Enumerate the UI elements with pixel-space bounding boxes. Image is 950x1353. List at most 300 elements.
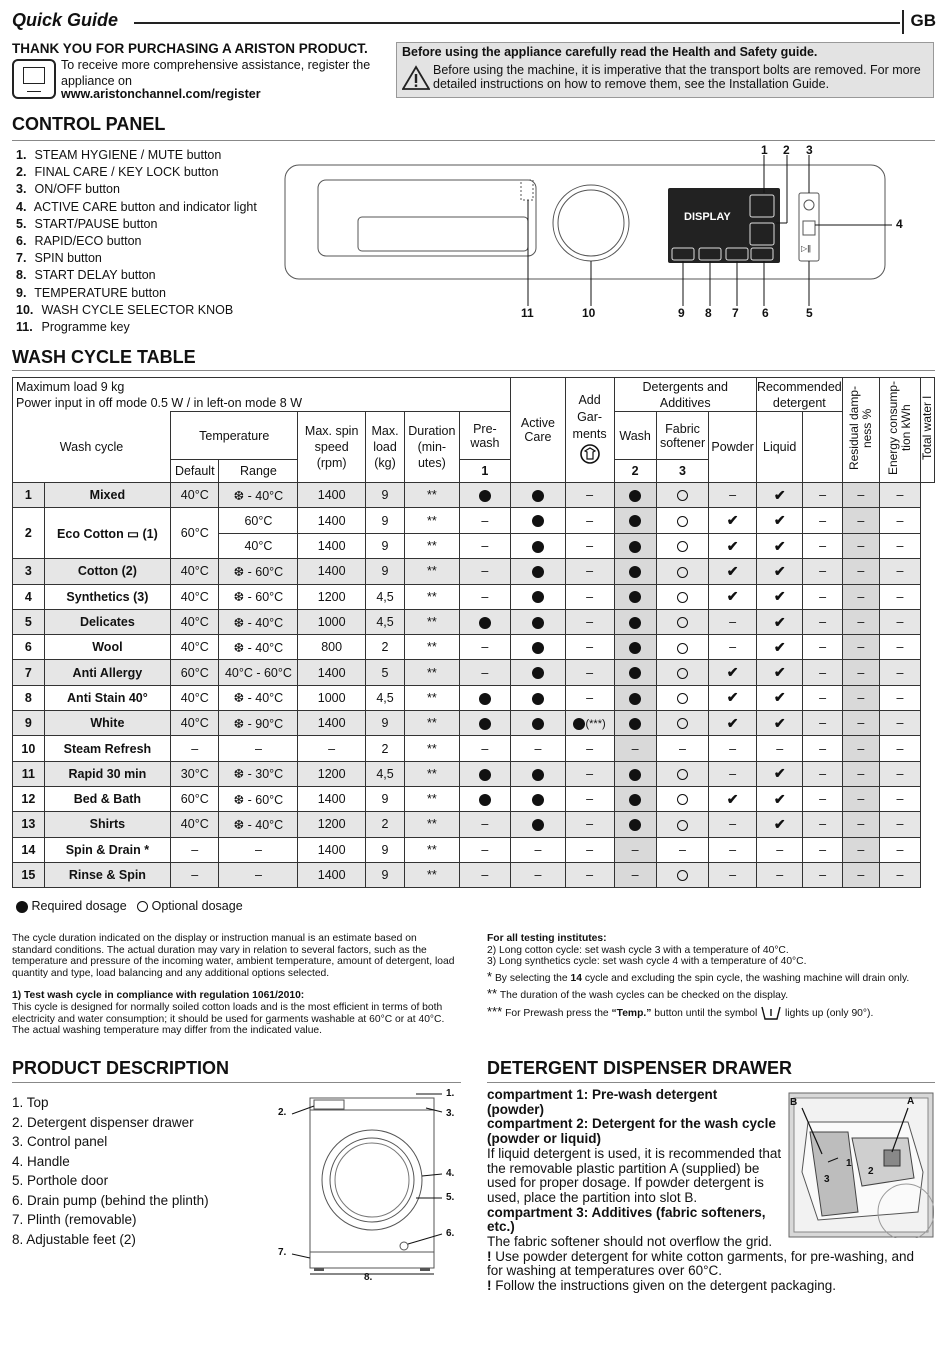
cell-dur: **: [405, 609, 460, 634]
cell-liq: –: [756, 862, 802, 887]
cell-load: 2: [365, 635, 404, 660]
washing-machine-diagram: [276, 1086, 461, 1286]
table-row: [13, 736, 935, 761]
list-item: 11. Programme key: [16, 320, 130, 335]
cell-pow: [709, 786, 757, 811]
header-wash: Wash: [614, 412, 656, 460]
cell-wat: –: [879, 635, 920, 660]
cell-res: –: [803, 584, 842, 609]
cell-wat: –: [879, 483, 920, 508]
optional-ring-icon: [677, 592, 688, 603]
callout-7: 7.: [278, 1247, 287, 1258]
testing-note-2: 2) Long cotton cycle: set wash cycle 3 with a temperature of 40°C.: [487, 944, 789, 956]
cell-pow: [709, 508, 757, 534]
register-link[interactable]: www.aristonchannel.com/register: [61, 87, 261, 101]
warning-triangle-icon: [402, 65, 430, 91]
cell-wash: [614, 609, 656, 634]
cell-wat: –: [879, 711, 920, 736]
temp-default: 40°C: [171, 584, 219, 609]
cell-pow: [709, 533, 757, 559]
required-dot-icon: [479, 490, 491, 502]
cell-wash: [614, 584, 656, 609]
cell-dur: **: [405, 837, 460, 862]
cell-wash: [614, 559, 656, 584]
optional-ring-icon: [677, 490, 688, 501]
cell-ac: –: [459, 584, 511, 609]
cycle-name: Shirts: [44, 812, 170, 837]
cell-res: –: [803, 862, 842, 887]
required-dot-icon: [532, 819, 544, 831]
check-icon: ✔: [726, 714, 739, 731]
star-note-1: * By selecting the 14 cycle and excluding the spin cycle, the washing machine will drain only.: [487, 968, 910, 984]
list-item: 7. SPIN button: [16, 251, 102, 266]
callout-9: 9: [678, 306, 685, 320]
required-dot-icon: [629, 617, 641, 629]
table-row: [13, 685, 935, 710]
cell-load: 9: [365, 533, 404, 559]
table-row: [13, 761, 935, 786]
cell-load: 4,5: [365, 685, 404, 710]
temp-range: ❆ - 40°C: [219, 483, 298, 508]
required-dot-icon: [532, 541, 544, 553]
cell-wat: –: [879, 559, 920, 584]
cell-pre: –: [565, 761, 614, 786]
callout-7: 7: [732, 306, 739, 320]
section-rule: [12, 370, 935, 371]
cell-pre: –: [565, 685, 614, 710]
cell-wat: –: [879, 837, 920, 862]
temp-range: ❆ - 60°C: [219, 559, 298, 584]
cycle-number: 13: [13, 812, 45, 837]
cycle-number: 12: [13, 786, 45, 811]
cell-ac: –: [459, 660, 511, 685]
cell-pre: –: [565, 584, 614, 609]
temp-range: ❆ - 40°C: [219, 635, 298, 660]
optional-ring-icon: [677, 718, 688, 729]
cell-pow: [709, 711, 757, 736]
cell-wat: –: [879, 609, 920, 634]
cycle-name: Rapid 30 min: [44, 761, 170, 786]
cell-res: –: [803, 786, 842, 811]
cell-ag: [511, 685, 565, 710]
section-rule: [487, 1082, 935, 1083]
cell-res: –: [803, 508, 842, 534]
optional-ring-icon: [677, 617, 688, 628]
temp-range: ❆ - 30°C: [219, 761, 298, 786]
temp-default: 40°C: [171, 609, 219, 634]
callout-4: 4.: [446, 1168, 455, 1179]
check-icon: ✔: [773, 664, 786, 681]
check-icon: ✔: [773, 638, 786, 655]
cell-ag: [511, 786, 565, 811]
cell-liq: [756, 786, 802, 811]
cycle-name: Bed & Bath: [44, 786, 170, 811]
list-item: 3. Control panel: [12, 1134, 108, 1149]
temp-range: ❆ - 90°C: [219, 711, 298, 736]
cell-ac: [459, 685, 511, 710]
check-icon: ✔: [726, 537, 739, 554]
add-garment-icon: [577, 443, 603, 465]
cell-ag: [511, 761, 565, 786]
optional-ring-icon: [677, 668, 688, 679]
cell-soft: [656, 786, 709, 811]
cell-liq: [756, 812, 802, 837]
required-dot-icon: [532, 566, 544, 578]
callout-1: 1: [761, 143, 768, 157]
cell-soft: [656, 635, 709, 660]
check-icon: ✔: [773, 815, 786, 832]
cell-en: –: [842, 635, 879, 660]
header-powder: Powder: [709, 412, 757, 483]
cell-spin: –: [298, 736, 366, 761]
list-item: 1. STEAM HYGIENE / MUTE button: [16, 148, 222, 162]
callout-6: 6.: [446, 1228, 455, 1239]
temp-default: 40°C: [171, 559, 219, 584]
product-parts-list: [12, 1093, 209, 1249]
cell-res: –: [803, 837, 842, 862]
cell-dur: **: [405, 761, 460, 786]
temp-default: 40°C: [171, 711, 219, 736]
cell-load: 9: [365, 786, 404, 811]
cell-en: –: [842, 837, 879, 862]
required-dot-icon: [532, 617, 544, 629]
temp-default: 60°C: [171, 786, 219, 811]
cell-ac: –: [459, 635, 511, 660]
cell-ag: [511, 711, 565, 736]
cell-soft: [656, 862, 709, 887]
cell-load: 9: [365, 559, 404, 584]
control-panel-diagram: [280, 143, 920, 323]
cell-ac: [459, 609, 511, 634]
cell-en: –: [842, 786, 879, 811]
cell-spin: 1400: [298, 711, 366, 736]
cell-pow: [709, 660, 757, 685]
cell-soft: –: [656, 837, 709, 862]
header-energy: Energy consump- tion kWh: [879, 378, 920, 483]
check-icon: ✔: [773, 562, 786, 579]
cell-soft: [656, 660, 709, 685]
callout-2: 2: [783, 143, 790, 157]
header-softener: Fabric softener: [656, 412, 709, 460]
optional-ring-icon: [677, 567, 688, 578]
cell-pow: –: [709, 837, 757, 862]
table-row: [13, 837, 935, 862]
cell-en: –: [842, 508, 879, 534]
check-icon: ✔: [726, 790, 739, 807]
cell-ag: [511, 533, 565, 559]
cell-dur: **: [405, 483, 460, 508]
warning-body: Before using the machine, it is imperative that the transport bolts are removed. For more detailed instructions on how to remove them, see the Installation Guide.: [433, 63, 921, 91]
cell-liq: [756, 584, 802, 609]
max-load-text: Maximum load 9 kg: [16, 379, 125, 394]
cell-en: –: [842, 609, 879, 634]
cell-res: –: [803, 609, 842, 634]
header-residual: Residual damp- ness %: [842, 378, 879, 483]
cell-ag: [511, 559, 565, 584]
compartment-3-label: 3: [824, 1174, 830, 1185]
required-dot-icon: [532, 769, 544, 781]
cell-ac: [459, 711, 511, 736]
star-note-2: ** The duration of the wash cycles can be checked on the display.: [487, 986, 789, 1002]
computer-icon: [12, 59, 56, 99]
callout-4: 4: [896, 217, 903, 231]
cell-load: 9: [365, 483, 404, 508]
cell-pre: (***): [565, 711, 614, 736]
list-item: 2. Detergent dispenser drawer: [12, 1114, 194, 1130]
header-wash-cycle: Wash cycle: [13, 412, 171, 483]
required-dot-icon: [629, 541, 641, 553]
cycle-number: 11: [13, 761, 45, 786]
check-icon: ✔: [726, 664, 739, 681]
cell-liq: –: [756, 837, 802, 862]
cell-spin: 1400: [298, 483, 366, 508]
cell-pow: –: [709, 609, 757, 634]
notes-left: [12, 933, 457, 1037]
callout-3: 3: [806, 143, 813, 157]
cell-spin: 1400: [298, 508, 366, 534]
temp-range: 40°C - 60°C: [219, 660, 298, 685]
table-legend: Required dosage Optional dosage: [16, 899, 243, 913]
callout-3: 3.: [446, 1108, 455, 1119]
cell-ag: [511, 609, 565, 634]
cell-ac: –: [459, 559, 511, 584]
cell-ag: –: [511, 862, 565, 887]
compartment-2-label: 2: [868, 1166, 874, 1177]
cell-spin: 1400: [298, 837, 366, 862]
check-icon: ✔: [773, 613, 786, 630]
cell-pow: –: [709, 812, 757, 837]
cell-liq: [756, 609, 802, 634]
cell-wat: –: [879, 508, 920, 534]
table-intro: [13, 378, 511, 412]
cell-wat: –: [879, 862, 920, 887]
cell-dur: **: [405, 508, 460, 534]
cycle-name: Anti Stain 40°: [44, 685, 170, 710]
cell-wash: [614, 761, 656, 786]
cell-spin: 1400: [298, 660, 366, 685]
compartment-1-heading: compartment 1: Pre-wash detergent (powder): [487, 1087, 718, 1117]
optional-ring-icon: [677, 794, 688, 805]
cell-ag: –: [511, 837, 565, 862]
cell-pre: –: [565, 786, 614, 811]
cell-pow: –: [709, 761, 757, 786]
cell-en: –: [842, 584, 879, 609]
testing-heading: For all testing institutes:: [487, 933, 607, 944]
cell-load: 9: [365, 508, 404, 534]
check-icon: ✔: [773, 486, 786, 503]
callout-5: 5: [806, 306, 813, 320]
callout-6: 6: [762, 306, 769, 320]
optional-ring-icon: [677, 541, 688, 552]
cell-wat: –: [879, 736, 920, 761]
cell-ac: –: [459, 508, 511, 534]
temp-range: ❆ - 40°C: [219, 812, 298, 837]
cell-ag: [511, 508, 565, 534]
cell-ag: [511, 812, 565, 837]
cycle-number: 4: [13, 584, 45, 609]
callout-8: 8.: [364, 1272, 373, 1283]
cell-soft: [656, 812, 709, 837]
table-row: [13, 635, 935, 660]
cycle-name: Spin & Drain *: [44, 837, 170, 862]
table-row: [13, 508, 935, 534]
cell-ac: [459, 786, 511, 811]
header-col-1: 1: [459, 460, 511, 483]
cell-ag: [511, 660, 565, 685]
required-dot-icon: [479, 718, 491, 730]
cycle-number: 6: [13, 635, 45, 660]
cell-spin: 1400: [298, 559, 366, 584]
temp-range: –: [219, 736, 298, 761]
cell-wash: [614, 685, 656, 710]
cycle-name: Anti Allergy: [44, 660, 170, 685]
cell-wash: [614, 660, 656, 685]
optional-ring-icon: [677, 693, 688, 704]
cycle-number: 14: [13, 837, 45, 862]
cell-dur: **: [405, 660, 460, 685]
cell-wat: –: [879, 812, 920, 837]
cell-soft: [656, 483, 709, 508]
cell-dur: **: [405, 736, 460, 761]
cell-load: 4,5: [365, 584, 404, 609]
cell-res: –: [803, 736, 842, 761]
cell-dur: **: [405, 812, 460, 837]
required-dot-icon: [629, 515, 641, 527]
cycle-name: Mixed: [44, 483, 170, 508]
required-dot-icon: [532, 693, 544, 705]
display-label: DISPLAY: [684, 211, 731, 223]
cell-res: –: [803, 685, 842, 710]
language-code: GB: [910, 11, 936, 30]
label-a: A: [907, 1096, 915, 1107]
callout-10: 10: [582, 306, 596, 320]
cell-wat: –: [879, 685, 920, 710]
cell-ac: –: [459, 812, 511, 837]
compartment-3-heading: compartment 3: Additives (fabric softeners, etc.): [487, 1204, 766, 1235]
header-duration: Duration (min- utes): [405, 412, 460, 483]
table-row: [13, 812, 935, 837]
list-item: 7. Plinth (removable): [12, 1212, 137, 1227]
power-text: Power input in off mode 0.5 W / in left-on mode 8 W: [16, 395, 303, 410]
table-row: [13, 786, 935, 811]
temp-range: ❆ - 40°C: [219, 685, 298, 710]
cell-pow: –: [709, 736, 757, 761]
required-dot-icon: [629, 794, 641, 806]
cycle-number: 5: [13, 609, 45, 634]
register-text: To receive more comprehensive assistance, register the appliance on: [61, 58, 371, 88]
dispenser-drawer-diagram: [788, 1092, 934, 1238]
cell-dur: **: [405, 584, 460, 609]
cell-spin: 1400: [298, 862, 366, 887]
cell-spin: 800: [298, 635, 366, 660]
required-dot-icon: [629, 718, 641, 730]
compartment-2-heading: compartment 2: Detergent for the wash cycle (powder or liquid): [487, 1116, 776, 1147]
required-dot-icon: [629, 819, 641, 831]
cell-res: –: [803, 711, 842, 736]
duration-note: The cycle duration indicated on the display or instruction manual is an estimate based on standard conditions. The actual duration may vary in relation to several factors, such as the temperature and pressure of the incoming water, ambient temperature, amount of detergent, load quantity and type, load balancing and any additional options selected.: [12, 933, 455, 979]
cell-pre: –: [565, 736, 614, 761]
list-item: 5. START/PAUSE button: [16, 216, 158, 231]
check-icon: ✔: [726, 689, 739, 706]
cell-en: –: [842, 685, 879, 710]
required-dot-icon: [479, 617, 491, 629]
cell-res: –: [803, 761, 842, 786]
cell-pow: –: [709, 635, 757, 660]
required-dot-icon: [629, 642, 641, 654]
cell-spin: 1200: [298, 812, 366, 837]
cycle-name: Wool: [44, 635, 170, 660]
cell-soft: [656, 685, 709, 710]
cell-dur: **: [405, 711, 460, 736]
required-dot-icon: [573, 718, 585, 730]
cell-res: –: [803, 635, 842, 660]
section-rule: [12, 1082, 461, 1083]
cell-wat: –: [879, 786, 920, 811]
optional-ring-icon: [677, 769, 688, 780]
check-icon: ✔: [773, 537, 786, 554]
check-icon: ✔: [773, 689, 786, 706]
testing-note-3: 3) Long synthetics cycle: set wash cycle 4 with a temperature of 40°C.: [487, 956, 807, 968]
cell-wash: [614, 483, 656, 508]
cell-liq: –: [756, 736, 802, 761]
cycle-number: 8: [13, 685, 45, 710]
cell-ac: –: [459, 837, 511, 862]
header-max-load: Max. load (kg): [365, 412, 404, 483]
required-dot-icon: [532, 490, 544, 502]
header-default: Default: [171, 460, 219, 483]
cell-ag: [511, 635, 565, 660]
cell-load: 9: [365, 711, 404, 736]
list-item: 4. ACTIVE CARE button and indicator light: [16, 199, 257, 214]
prewash-tub-icon: [760, 1006, 782, 1020]
required-dot-icon: [629, 490, 641, 502]
cell-pre: –: [565, 862, 614, 887]
header-col-3: 3: [656, 460, 709, 483]
cell-pre: –: [565, 660, 614, 685]
exclamation-icon: !: [487, 1248, 492, 1264]
cycle-name: Rinse & Spin: [44, 862, 170, 887]
required-dot-icon: [532, 794, 544, 806]
temp-default: 60°C: [171, 660, 219, 685]
required-dot-icon: [479, 794, 491, 806]
table-row: [13, 609, 935, 634]
header-add-garments: Add Gar- ments: [565, 378, 614, 483]
check-icon: ✔: [773, 790, 786, 807]
cell-pre: –: [565, 609, 614, 634]
header-liquid: Liquid: [756, 412, 802, 483]
notes-right: [487, 933, 935, 1020]
cell-liq: [756, 508, 802, 534]
svg-text:▷ǁ: ▷ǁ: [801, 244, 812, 253]
list-item: 8. Adjustable feet (2): [12, 1231, 136, 1247]
list-item: 4. Handle: [12, 1153, 70, 1169]
required-dot-icon: [479, 769, 491, 781]
header-rule: [134, 22, 900, 24]
warning-note-2: ! Follow the instructions given on the detergent packaging.: [487, 1278, 836, 1294]
temp-default: 40°C: [171, 812, 219, 837]
cell-soft: [656, 609, 709, 634]
star-note-3: *** For Prewash press the “Temp.” button until the symbol lights up (only 90°).: [487, 1003, 874, 1019]
cell-soft: [656, 761, 709, 786]
cell-load: 4,5: [365, 609, 404, 634]
cell-pre: –: [565, 483, 614, 508]
header-recommended: Recommended detergent: [756, 379, 842, 410]
cell-liq: [756, 533, 802, 559]
page-title: Quick Guide: [12, 10, 119, 30]
callout-5: 5.: [446, 1192, 455, 1203]
cycle-number: 10: [13, 736, 45, 761]
callout-11: 11: [521, 306, 534, 320]
